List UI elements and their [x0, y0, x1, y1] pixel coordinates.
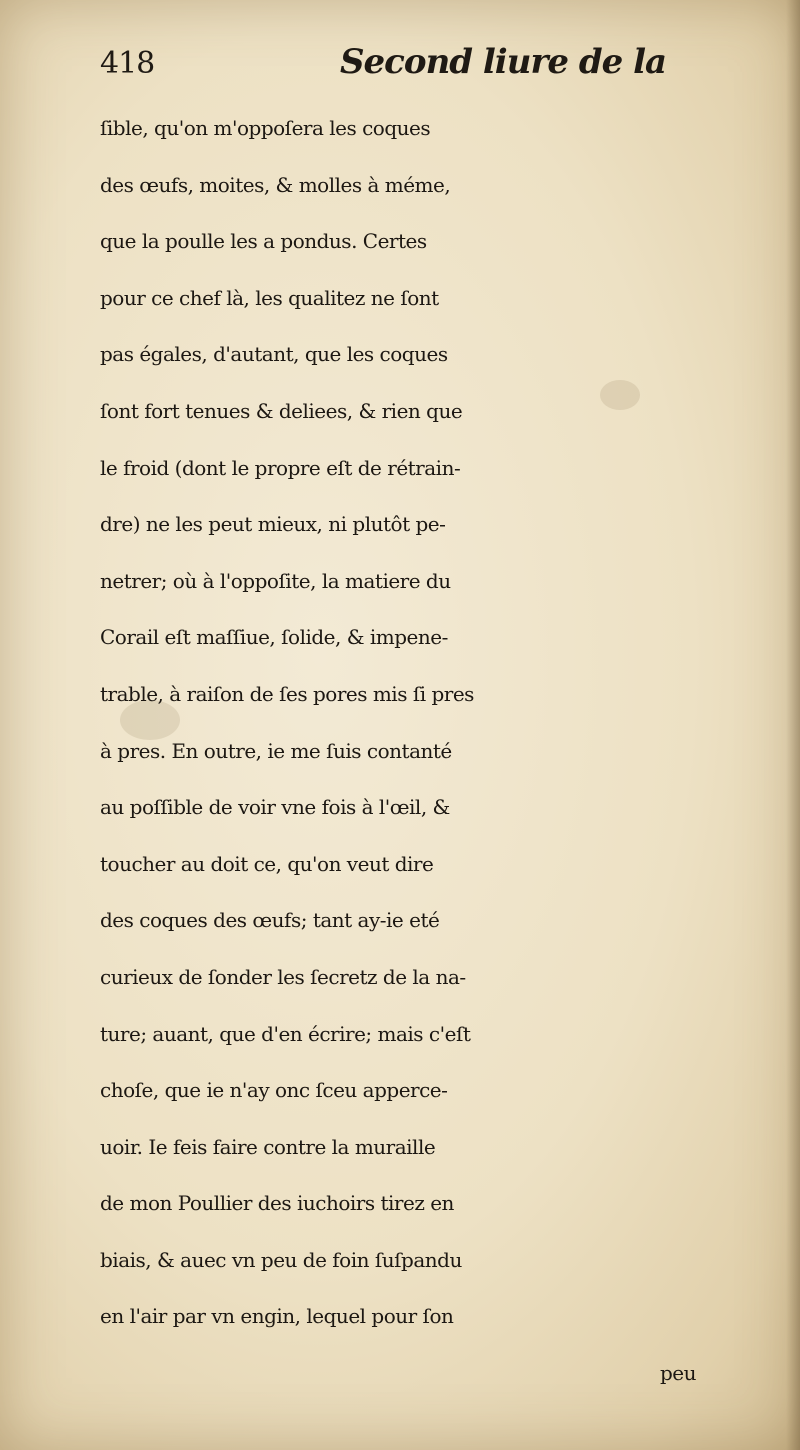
- text-line: à pres. En outre, ie me ſuis contanté: [100, 738, 452, 763]
- page-number: 418: [100, 46, 155, 81]
- text-line: ſont fort tenues & deliees, & rien que: [100, 398, 463, 423]
- text-line: que la poulle les a pondus. Certes: [100, 229, 427, 254]
- text-line: choſe, que ie n'ay onc ſceu apperce-: [100, 1078, 448, 1103]
- text-line: des coques des œufs; tant ay-ie eté: [100, 908, 440, 933]
- text-line: dre) ne les peut mieux, ni plutôt pe-: [100, 512, 446, 537]
- text-line: uoir. Ie feis faire contre la muraille: [100, 1134, 436, 1159]
- text-line: pas égales, d'autant, que les coques: [100, 342, 448, 367]
- text-line: Corail eſt maſſiue, ſolide, & impene-: [100, 625, 448, 650]
- text-line: biais, & auec vn peu de foin ſuſpandu: [100, 1247, 462, 1272]
- text-line: netrer; où à l'oppoſite, la matiere du: [100, 568, 451, 593]
- text-line: curieux de ſonder les ſecretz de la na-: [100, 964, 466, 989]
- text-line: au poſſible de voir vne fois à l'œil, &: [100, 795, 450, 820]
- text-line: le froid (dont le propre eſt de rétrain-: [100, 455, 461, 480]
- text-line: ture; auant, que d'en écrire; mais c'eſt: [100, 1021, 471, 1046]
- running-head: Second liure de la: [340, 42, 667, 82]
- page-header: [100, 42, 720, 102]
- catchword: peu: [660, 1361, 697, 1386]
- text-line: toucher au doit ce, qu'on veut dire: [100, 851, 434, 876]
- text-line: des œufs, moites, & molles à méme,: [100, 172, 451, 197]
- text-line: en l'air par vn engin, lequel pour ſon: [100, 1304, 454, 1329]
- text-line: trable, à raiſon de ſes pores mis ſi pres: [100, 681, 474, 706]
- text-line: de mon Poullier des iuchoirs tirez en: [100, 1191, 454, 1216]
- text-line: pour ce chef là, les qualitez ne ſont: [100, 285, 439, 310]
- page-gutter-shadow: [786, 0, 800, 1450]
- body-text: [100, 100, 780, 1402]
- text-line: ſible, qu'on m'oppoſera les coques: [100, 116, 431, 140]
